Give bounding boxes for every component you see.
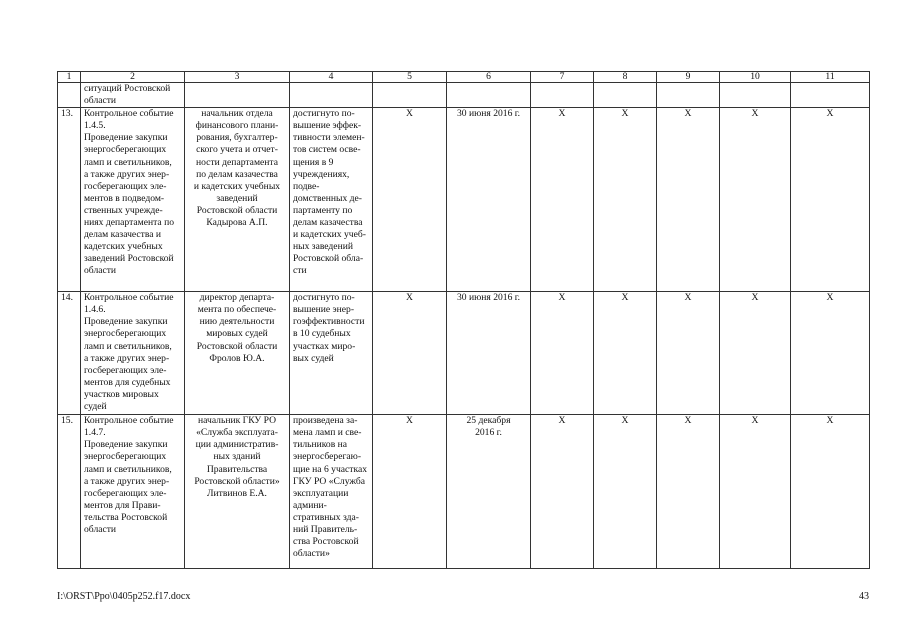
result-cell: достигнуто по- вышение эффек- тивности элемен- тов систем осве- щения в 9 учреждениях, подве- домственных де- партаменту по делам казачества и кадетских учеб- ных заведений Ростовской обла- сти (290, 108, 373, 292)
event-cell: Контрольное событие 1.4.7. Проведение закупки энергосберегающих ламп и светильников, а также других энер- госберегающих эле- ментов для Прави- тельства Ростовской области (81, 415, 185, 569)
col-header: 4 (290, 72, 373, 83)
file-path: I:\ORST\Ppo\0405p252.f17.docx (57, 591, 191, 602)
result-cell: достигнуто по- вышение энер- гоэффективности в 10 судебных участках миро- вых судей (290, 292, 373, 415)
plan-table (57, 71, 870, 569)
row-number: 15. (58, 415, 81, 569)
mark-cell: X (594, 108, 657, 292)
responsible-cell: начальник ГКУ РО «Служба эксплуата- ции административ- ных зданий Правительства Ростовской области» Литвинов Е.А. (185, 415, 290, 569)
result-cell: произведена за- мена ламп и све- тильников на энергосберегаю- щие на 6 участках ГКУ РО «Служба эксплуатации админи- стративных зда- ний Правитель- ства Ростовской области» (290, 415, 373, 569)
mark-cell: X (657, 108, 720, 292)
mark-cell: X (720, 292, 791, 415)
col-header: 1 (58, 72, 81, 83)
col-header: 10 (720, 72, 791, 83)
date-cell: 25 декабря 2016 г. (447, 415, 531, 569)
col-header: 8 (594, 72, 657, 83)
mark-cell: X (720, 108, 791, 292)
col-header: 5 (373, 72, 447, 83)
mark-cell: X (594, 292, 657, 415)
table-row (58, 83, 870, 108)
mark-cell: X (531, 415, 594, 569)
mark-cell: X (373, 292, 447, 415)
mark-cell: X (657, 415, 720, 569)
col-header: 2 (81, 72, 185, 83)
responsible-cell: начальник отдела финансового плани- рования, бухгалтер- ского учета и отчет- ности департамента по делам казачества и кадетских учебных заведений Ростовской области Кадырова А.П. (185, 108, 290, 292)
mark-cell: X (791, 292, 870, 415)
table-row (58, 292, 870, 415)
col-header: 3 (185, 72, 290, 83)
mark-cell: X (791, 415, 870, 569)
col-header: 9 (657, 72, 720, 83)
header-row (58, 72, 870, 83)
date-cell: 30 июня 2016 г. (447, 292, 531, 415)
event-cell: ситуаций Ростовской области (81, 83, 185, 108)
mark-cell: X (373, 108, 447, 292)
page-number: 43 (859, 591, 869, 602)
mark-cell: X (594, 415, 657, 569)
col-header: 11 (791, 72, 870, 83)
mark-cell: X (720, 415, 791, 569)
row-number: 13. (58, 108, 81, 292)
responsible-cell: директор департа- мента по обеспече- нию деятельности мировых судей Ростовской области Фролов Ю.А. (185, 292, 290, 415)
mark-cell: X (531, 292, 594, 415)
mark-cell: X (373, 415, 447, 569)
mark-cell: X (657, 292, 720, 415)
row-number: 14. (58, 292, 81, 415)
table-row (58, 415, 870, 569)
col-header: 6 (447, 72, 531, 83)
mark-cell: X (531, 108, 594, 292)
col-header: 7 (531, 72, 594, 83)
date-cell: 30 июня 2016 г. (447, 108, 531, 292)
table-row (58, 108, 870, 292)
event-cell: Контрольное событие 1.4.6. Проведение закупки энергосберегающих ламп и светильников, а также других энер- госберегающих эле- ментов для судебных участков мировых судей (81, 292, 185, 415)
event-cell: Контрольное событие 1.4.5. Проведение закупки энергосберегающих ламп и светильников, а также других энер- госберегающих эле- ментов в подведом- ственных учрежде- ниях департамента по делам казачества и кадетских учебных заведений Ростовской области (81, 108, 185, 292)
mark-cell: X (791, 108, 870, 292)
